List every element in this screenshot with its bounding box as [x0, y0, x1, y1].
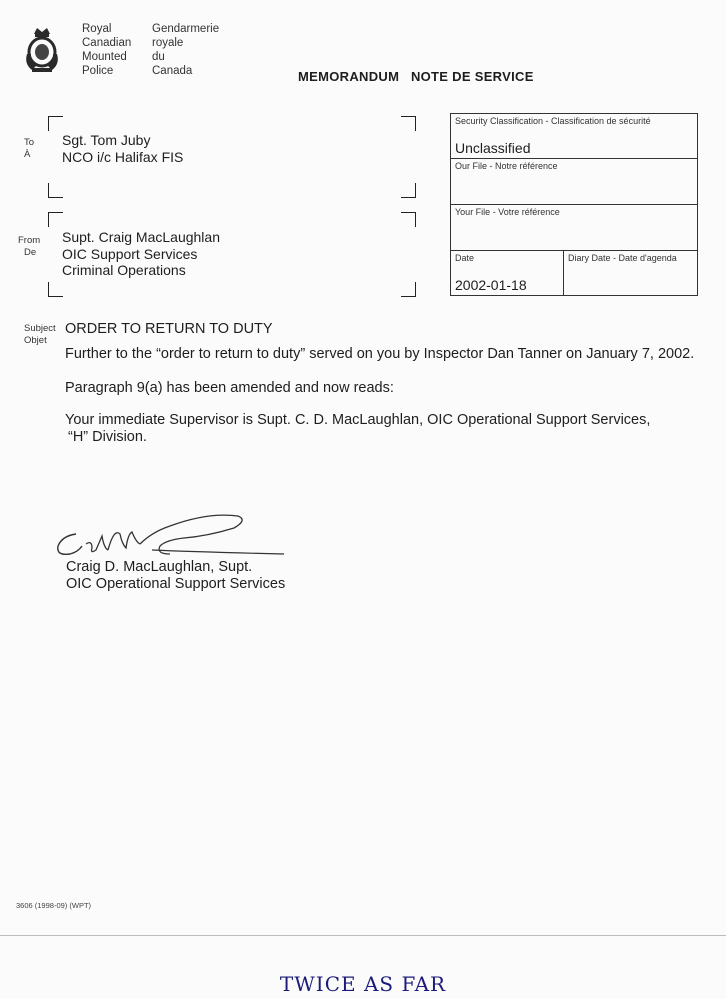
to-corner-mark-tl: [48, 116, 63, 131]
to-corner-mark-br: [401, 183, 416, 198]
signatory-name: Craig D. MacLaughlan, Supt.: [66, 559, 253, 575]
body-paragraph-2: Paragraph 9(a) has been amended and now reads:: [65, 380, 394, 396]
from-corner-mark-bl: [48, 282, 63, 297]
subject-label: Subject Objet: [24, 323, 56, 346]
to-label: To À: [24, 137, 35, 160]
body-paragraph-1: Further to the “order to return to duty” served on you by Inspector Dan Tanner on January 7, 2002.: [65, 346, 695, 362]
body-paragraph-3: Your immediate Supervisor is Supt. C. D. MacLaughlan, OIC Operational Support Services, “H” Division.: [65, 412, 651, 445]
from-address: Supt. Craig MacLaughlan OIC Support Services Criminal Operations: [62, 229, 220, 278]
diary-date-label: Diary Date - Date d'agenda: [568, 253, 677, 263]
security-classification-field: [450, 113, 698, 159]
signature-block: [66, 559, 285, 593]
your-file-field: [450, 204, 698, 251]
security-classification-label: Security Classification - Classification de sécurité: [455, 116, 651, 126]
diary-date-field: [563, 250, 698, 296]
memo-title: MEMORANDUM NOTE DE SERVICE: [298, 69, 534, 84]
agency-name-en: Royal Canadian Mounted Police: [82, 23, 132, 77]
date-field: [450, 250, 564, 296]
our-file-field: [450, 158, 698, 205]
to-corner-mark-tr: [401, 116, 416, 131]
date-label: Date: [455, 253, 475, 263]
our-file-label: Our File - Notre référence: [455, 161, 558, 171]
form-code: 3606 (1998-09) (WPT): [16, 901, 92, 910]
subject-title: ORDER TO RETURN TO DUTY: [65, 321, 273, 337]
twice-as-far-banner: TWICE AS FAR: [279, 972, 447, 996]
rcmp-crest-icon: [22, 24, 62, 74]
page-edge-line: [0, 935, 726, 936]
handwritten-signature: [48, 504, 288, 566]
signatory-title: OIC Operational Support Services: [66, 576, 286, 592]
to-address: Sgt. Tom Juby NCO i/c Halifax FIS: [62, 132, 184, 165]
security-classification-value: Unclassified: [455, 140, 531, 156]
from-corner-mark-tr: [401, 212, 416, 227]
to-corner-mark-bl: [48, 183, 63, 198]
date-value: 2002-01-18: [455, 277, 527, 293]
agency-name-fr: Gendarmerie royale du Canada: [152, 23, 220, 77]
your-file-label: Your File - Votre référence: [455, 207, 560, 217]
from-label: From De: [18, 235, 41, 258]
from-corner-mark-br: [401, 282, 416, 297]
from-corner-mark-tl: [48, 212, 63, 227]
